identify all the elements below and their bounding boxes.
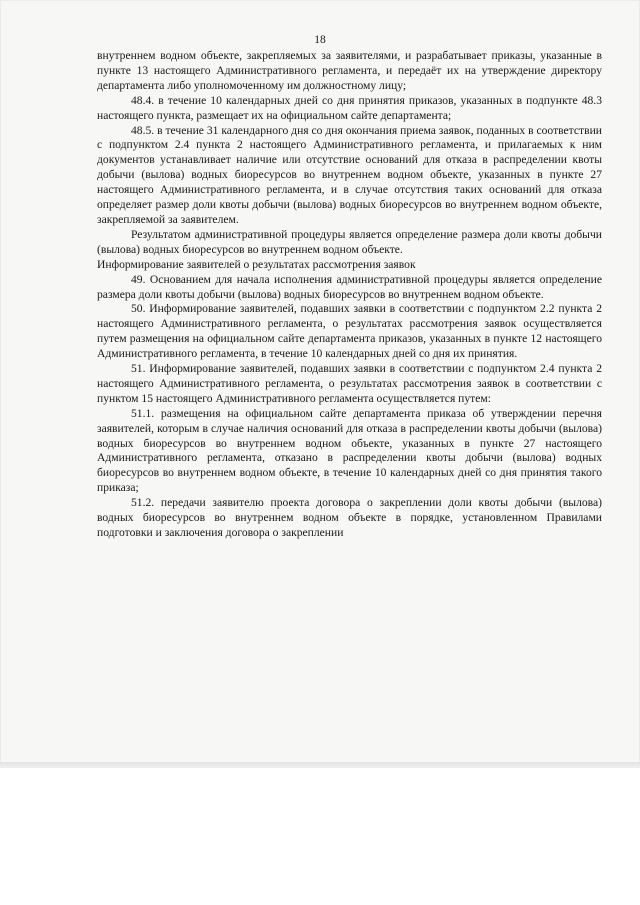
paragraph-result: Результатом административной процедуры является определение размера доли квоты добычи (вылова) водных биоресурсов во внутреннем водном объекте.	[97, 227, 602, 256]
paragraph-51-2: 51.2. передачи заявителю проекта договора о закреплении доли квоты добычи (вылова) водных биоресурсов во внутреннем водном объекте в порядке, установленном Правилами подготовки и заключения договора о закреплении	[97, 496, 602, 539]
paragraph-48-4: 48.4. в течение 10 календарных дней со дня принятия приказов, указанных в подпункте 48.3 настоящего пункта, размещает их на официальном сайте департамента;	[97, 93, 602, 122]
paragraph-continuation: внутреннем водном объекте, закрепляемых за заявителями, и разрабатывает приказы, указанные в пункте 13 настоящего Административного регламента, и передаёт их на утверждение директору департамента либо уполномоченному им должностному лицу;	[97, 49, 602, 92]
document-body	[97, 49, 602, 541]
paragraph-50: 50. Информирование заявителей, подавших заявки в соответствии с подпунктом 2.2 пункта 2 настоящего Административного регламента, о результатах рассмотрения заявок осуществляется путем размещения на официальном сайте департамента приказов, указанных в пункте 12 настоящего Административного регламента, в течение 10 календарных дней со дня их принятия.	[97, 302, 602, 361]
paragraph-49: 49. Основанием для начала исполнения административной процедуры является определение размера доли квоты добычи (вылова) водных биоресурсов во внутреннем водном объекте.	[97, 272, 602, 301]
paragraph-51-1: 51.1. размещения на официальном сайте департамента приказа об утверждении перечня заявителей, которым в случае наличия оснований для отказа в распределении квоты добычи (вылова) водных биоресурсов во внутреннем водном объекте, указанных в пункте 27 настоящего Административного регламента, отказано в распределении квоты добычи (вылова) водных биоресурсов во внутреннем водном объекте, в течение 10 календарных дней со дня принятия такого приказа;	[97, 406, 602, 495]
page-number: 18	[314, 34, 326, 46]
paragraph-48-5: 48.5. в течение 31 календарного дня со дня окончания приема заявок, поданных в соответствии с подпунктом 2.4 пункта 2 настоящего Административного регламента, и прилагаемых к ним документов устанавливает наличие или отсутствие оснований для отказа в распределении квоты добычи (вылова) водных биоресурсов во внутреннем водном объекте, указанных в пункте 27 настоящего Административного регламента, и в случае отсутствия таких оснований для отказа определяет размер доли квоты добычи (вылова) водных биоресурсов во внутреннем водном объекте, закрепляемой за заявителем.	[97, 123, 602, 226]
page-edge	[0, 762, 640, 768]
paragraph-51: 51. Информирование заявителей, подавших заявки в соответствии с подпунктом 2.4 пункта 2 настоящего Административного регламента, о результатах рассмотрения заявок в соответствии с пунктом 15 настоящего Административного регламента осуществляется путем:	[97, 362, 602, 405]
section-heading: Информирование заявителей о результатах рассмотрения заявок	[97, 257, 416, 271]
